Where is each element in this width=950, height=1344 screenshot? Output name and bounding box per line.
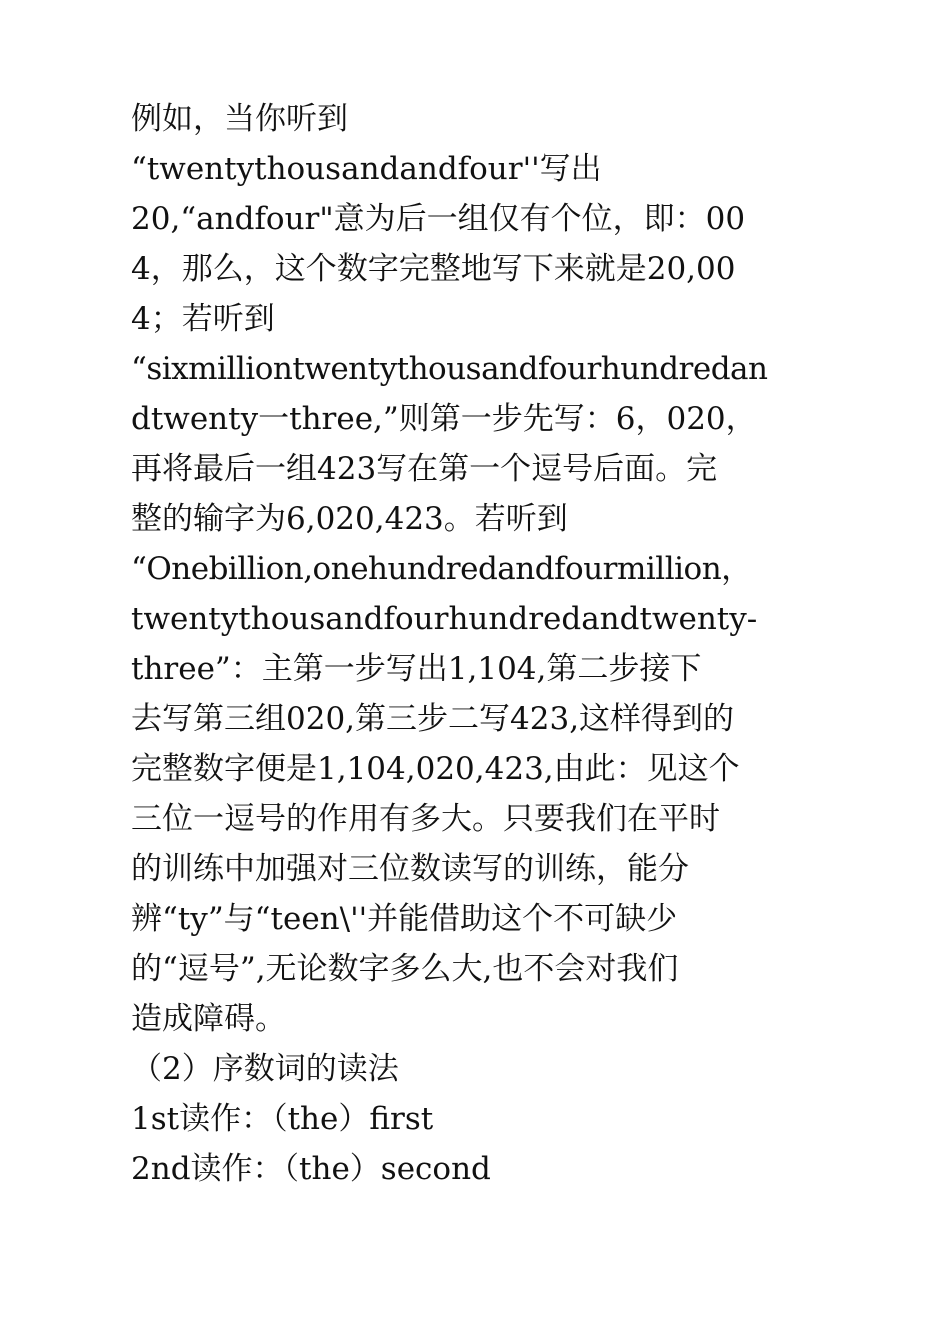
- section-heading: （2）序数词的读法: [131, 1051, 399, 1087]
- text-line: 4；若听到: [131, 301, 275, 337]
- text-line: “twentythousandandfour''写出: [131, 151, 602, 187]
- text-line: 20,“andfour"意为后一组仅有个位，即：00: [131, 201, 746, 237]
- text-line: 三位一逗号的作用有多大。只要我们在平时: [131, 801, 720, 837]
- body-text: [131, 94, 831, 1194]
- text-line: 例如，当你听到: [131, 101, 348, 137]
- text-line: dtwenty一three,”则第一步先写：6，020，: [131, 401, 757, 437]
- text-line: 再将最后一组423写在第一个逗号后面。完: [131, 451, 718, 487]
- text-line: 1st读作：（the）first: [131, 1101, 434, 1137]
- text-line: three”：主第一步写出1,104,第二步接下: [131, 651, 702, 687]
- text-line: 造成障碍。: [131, 1001, 286, 1037]
- text-line: twentythousandfourhundredandtwenty-: [131, 601, 758, 637]
- text-line: 整的输字为6,020,423。若听到: [131, 501, 568, 537]
- text-line: 去写第三组020,第三步二写423,这样得到的: [131, 701, 735, 737]
- text-line: 的训练中加强对三位数读写的训练，能分: [131, 851, 689, 887]
- text-line: 完整数字便是1,104,020,423,由此：见这个: [131, 751, 740, 787]
- text-line: 辨“ty”与“teen\''并能借助这个不可缺少: [131, 901, 678, 937]
- text-line: “sixmilliontwentythousandfourhundredan: [131, 351, 768, 387]
- text-line: “Onebillion,onehundredandfourmillion，: [131, 551, 752, 587]
- text-line: 的“逗号”,无论数字多么大,也不会对我们: [131, 951, 679, 987]
- text-line: 2nd读作：（the）second: [131, 1151, 491, 1187]
- text-line: 4，那么，这个数字完整地写下来就是20,00: [131, 251, 736, 287]
